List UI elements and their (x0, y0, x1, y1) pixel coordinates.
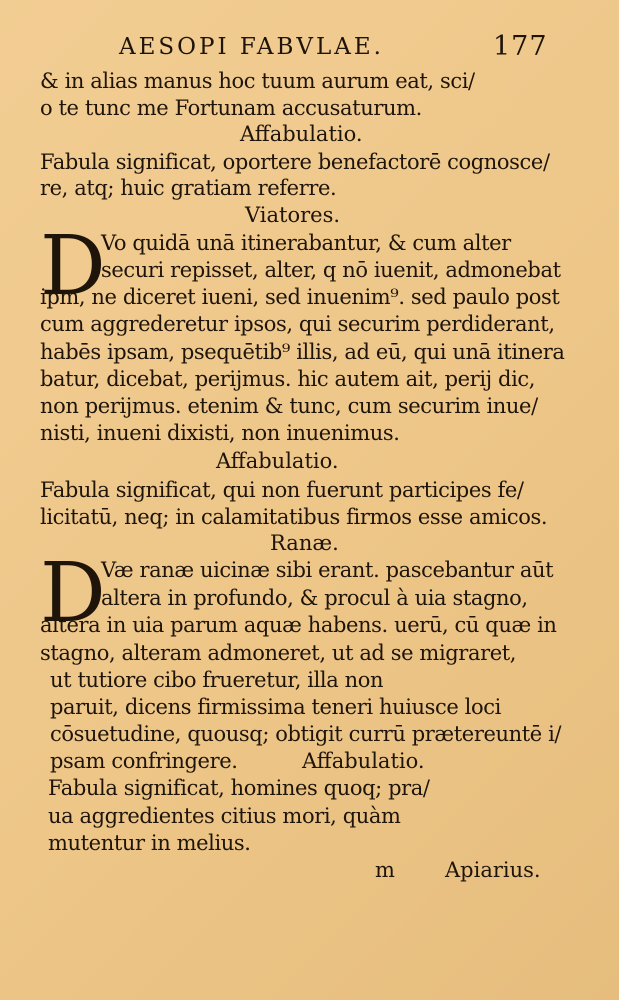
moral-heading: Affabulatio. (216, 449, 339, 473)
text-line: & in alias manus hoc tuum aurum eat, sci/ (40, 69, 475, 93)
drop-cap: D (40, 546, 106, 641)
text-line: ipm, ne diceret iueni, sed inuenim⁹. sed paulo post (40, 285, 560, 309)
text-line: Fabula significat, qui non fuerunt participes fe/ (40, 478, 524, 502)
text-line: cum aggrederetur ipsos, qui securim perdiderant, (40, 312, 555, 336)
text-line: re, atq; huic gratiam referre. (40, 176, 337, 200)
text-line: batur, dicebat, perijmus. hic autem ait, perij dic, (40, 367, 536, 391)
text-line: mutentur in melius. (48, 831, 251, 855)
text-line: paruit, dicens firmissima teneri huiusce loci (50, 695, 501, 719)
text-line: o te tunc me Fortunam accusaturum. (40, 96, 422, 120)
text-line: Fabula significat, oportere benefactorē cognosce/ (40, 150, 550, 174)
text-line: non perijmus. etenim & tunc, cum securim inue/ (40, 394, 538, 418)
signature-mark: m (375, 858, 395, 882)
text-line: altera in profundo, & procul à uia stagno, (101, 586, 528, 610)
text-line: securi repisset, alter, q nō iuenit, admonebat (101, 258, 561, 282)
text-line: licitatū, neq; in calamitatibus firmos esse amicos. (40, 505, 548, 529)
text-line: nisti, inueni dixisti, non inuenimus. (40, 421, 400, 445)
text-line: cōsuetudine, quousq; obtigit currū prætereuntē i/ (50, 722, 562, 746)
drop-cap: D (40, 219, 106, 314)
text-line: ua aggredientes citius mori, quàm (48, 804, 401, 828)
fable-title-ranae: Ranæ. (270, 531, 339, 555)
moral-heading: Affabulatio. (240, 122, 363, 146)
text-line: habēs ipsam, psequētib⁹ illis, ad eū, qui unā itinera (40, 340, 565, 364)
moral-heading-inline: Affabulatio. (302, 749, 425, 773)
page-number: 177 (493, 31, 548, 62)
text-line: stagno, alteram admoneret, ut ad se migraret, (40, 641, 517, 665)
running-header: AESOPI FABVLAE. (119, 34, 384, 60)
text-line: Vo quidā unā itinerabantur, & cum alter (101, 231, 511, 255)
text-line: ut tutiore cibo frueretur, illa non (50, 668, 384, 692)
catchword: Apiarius. (445, 858, 541, 882)
text-line: altera in uia parum aquæ habens. uerū, cū quæ in (40, 613, 557, 637)
text-line: Væ ranæ uicinæ sibi erant. pascebantur aūt (101, 558, 554, 582)
text-line: psam confringere. (50, 749, 238, 773)
text-line: Fabula significat, homines quoq; pra/ (48, 776, 430, 800)
fable-title-viatores: Viatores. (245, 203, 341, 227)
